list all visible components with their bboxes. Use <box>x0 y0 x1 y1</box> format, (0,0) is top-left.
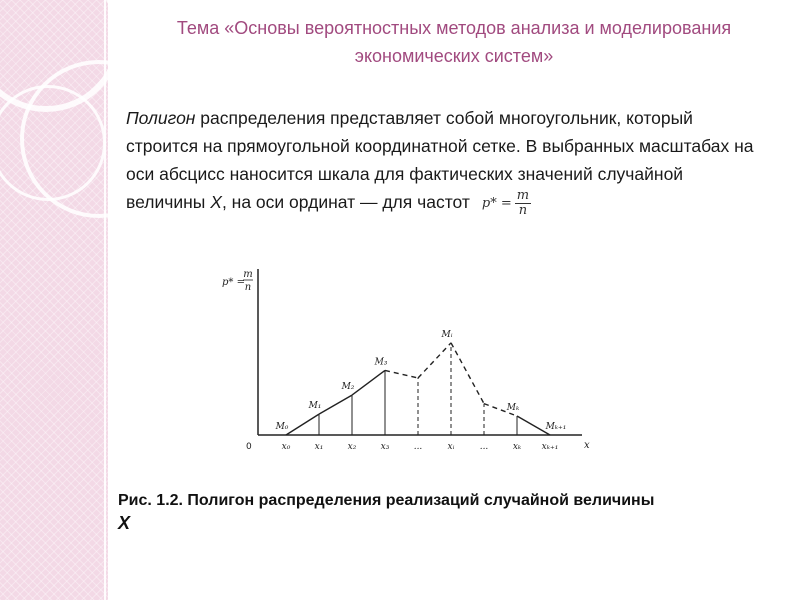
polygon-segment <box>451 343 484 404</box>
x-tick-label: x₂ <box>347 442 357 452</box>
y-axis-label: p* = <box>222 277 245 288</box>
x-tick-label: x₀ <box>281 442 291 452</box>
formula-fraction <box>515 189 531 218</box>
polygon-segment <box>352 370 385 395</box>
variable-x: X <box>210 192 222 212</box>
polygon-segment <box>418 343 451 378</box>
y-axis-label-den: n <box>244 282 252 293</box>
polygon-segment <box>385 370 418 378</box>
formula-denominator: n <box>518 202 528 218</box>
polygon-segment <box>286 414 319 435</box>
y-axis-label-num: m <box>243 269 253 280</box>
x-tick-label: x₃ <box>380 442 390 452</box>
point-label: Mₖ <box>506 403 520 413</box>
x-tick-label: x₁ <box>314 442 324 452</box>
term-polygon: Полигон <box>126 108 196 128</box>
x-tick-label: ... <box>479 442 489 452</box>
point-label: Mₖ₊₁ <box>545 422 567 432</box>
caption-text: Рис. 1.2. Полигон распределения реализаций случайной величины <box>118 492 655 509</box>
sidebar-divider <box>104 0 106 600</box>
point-label: M₁ <box>308 401 322 412</box>
figure-caption <box>118 490 778 536</box>
slide-title <box>118 14 790 70</box>
formula-lhs: p* = <box>481 195 512 211</box>
formula-numerator: m <box>516 187 530 203</box>
title-line-2: экономических систем» <box>354 46 554 66</box>
origin-label: 0 <box>246 442 252 452</box>
x-tick-label: xₖ <box>512 442 522 452</box>
paragraph-text-2: , на оси ординат — для частот <box>221 192 470 212</box>
paragraph-text: распределения представляет собой многоугольник, который строится на прямоугольной координатной сетке. В выбранных масштабах на оси абсцисс наносится шкала для фактических значений случайной величины <box>126 108 754 212</box>
decorative-sidebar <box>0 0 108 600</box>
point-label: M₀ <box>275 422 289 432</box>
point-label: M₂ <box>341 382 355 393</box>
caption-variable: X <box>118 513 131 533</box>
x-axis-label: x <box>584 440 590 451</box>
x-tick-label: xₖ₊₁ <box>541 442 559 452</box>
x-tick-label: xᵢ <box>447 442 455 452</box>
frequency-formula <box>482 189 531 218</box>
polygon-chart <box>220 255 600 465</box>
title-line-1: Тема «Основы вероятностных методов анализа и моделирования <box>176 18 732 38</box>
body-paragraph <box>126 104 766 218</box>
point-label: M₃ <box>374 357 388 368</box>
polygon-segment <box>319 395 352 414</box>
point-label: Mᵢ <box>441 329 453 340</box>
x-tick-label: ... <box>413 442 423 452</box>
